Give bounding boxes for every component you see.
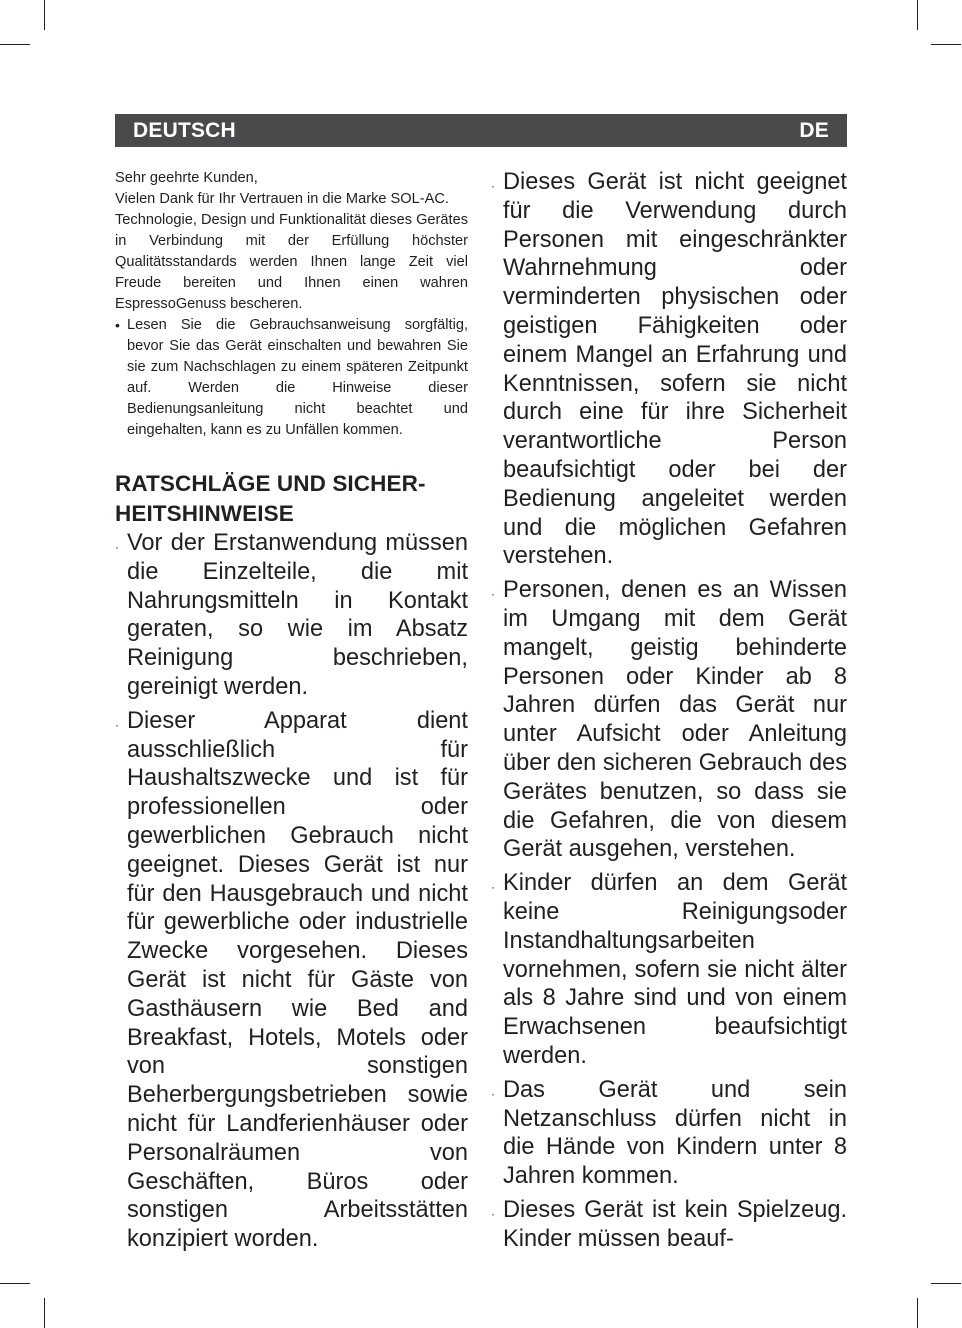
list-item-text: Vor der Erstanwendung müssen die Einzelteile, die mit Nahrungsmitteln in Kontakt geraten, so wie im Absatz Reinigung beschrieben, gereinigt werden. — [127, 530, 468, 700]
list-item — [491, 576, 847, 864]
intro-bullet — [115, 315, 468, 441]
list-item-text: Dieses Gerät ist nicht geeignet für die Verwendung durch Personen mit eingeschränkter Wahrnehmung oder verminderten physischen oder geistigen Fähigkeiten oder einem Mangel an Erfahrung und Kenntnissen, sofern sie nicht durch eine für ihre Sicherheit verantwortliche Person beaufsichtigt oder bei der Bedienung angeleitet werden und die möglichen Gefahren verstehen. — [503, 169, 847, 570]
bullet-icon: · — [115, 540, 119, 554]
crop-mark — [917, 1298, 918, 1328]
language-label: DEUTSCH — [133, 119, 236, 142]
list-item — [115, 529, 468, 702]
section-heading-line1: RATSCHLÄGE UND SICHER- — [115, 471, 426, 496]
greeting: Sehr geehrte Kunden, — [115, 170, 258, 186]
crop-mark — [44, 0, 45, 30]
list-item-text: Personen, denen es an Wissen im Umgang mit dem Gerät mangelt, geistig behinderte Personen oder Kinder ab 8 Jahren dürfen das Gerät nur unter Aufsicht oder Anleitung über den sicheren Gebrauch des Gerätes benutzen, so dass sie die Gefahren, die von diesem Gerät ausgehen, verstehen. — [503, 577, 847, 863]
list-item-text: Das Gerät und sein Netzanschluss dürfen nicht in die Hände von Kindern unter 8 Jahren kommen. — [503, 1076, 847, 1190]
section-heading-line2: HEITSHINWEISE — [115, 501, 294, 526]
intro-paragraph: Technologie, Design und Funktionalität dieses Gerätes in Verbindung mit der Erfüllung höchster Qualitätsstandards werden Ihnen lange Zeit viel Freude bereiten und Ihnen einen wahren EspressoGenuss bescheren. — [115, 212, 468, 312]
list-item — [115, 707, 468, 1254]
bullet-icon: • — [115, 317, 120, 333]
crop-mark — [931, 1283, 961, 1284]
crop-mark — [0, 1283, 30, 1284]
bullet-icon: · — [491, 587, 495, 602]
crop-mark — [0, 44, 30, 45]
list-item-text: Dieses Gerät ist kein Spielzeug. Kinder müssen beauf- — [503, 1196, 847, 1252]
bullet-icon: · — [491, 1086, 495, 1101]
left-column — [115, 168, 468, 1259]
crop-mark — [917, 0, 918, 30]
intro — [115, 168, 468, 441]
list-item — [491, 168, 847, 571]
bullet-icon: · — [491, 880, 495, 895]
intro-bullet-text: Lesen Sie die Gebrauchsanweisung sorgfältig, bevor Sie das Gerät einschalten und bewahren Sie sie zum Nachschlagen zu einem späteren Zeitpunkt auf. Werden die Hinweise dieser Bedienungsanleitung nicht beachtet und eingehalten, kann es zu Unfällen kommen. — [127, 317, 468, 438]
bullet-icon: · — [491, 179, 495, 193]
section-heading — [115, 469, 468, 529]
list-item-text: Dieser Apparat dient ausschließlich für Haushaltszwecke und ist für professionellen oder gewerblichen Gebrauch nicht geeignet. Dieses Gerät ist nur für den Hausgebrauch und nicht für gewerbliche oder industrielle Zwecke vorgesehen. Dieses Gerät ist nicht für Gäste von Gasthäusern wie Bed and Breakfast, Hotels, Motels oder von sonstigen Beherbergungsbetrieben sowie nicht für Landferienhäuser oder Personalräumen von Geschäften, Büros oder sonstigen Arbeitsstätten konzipiert worden. — [127, 707, 468, 1253]
language-code: DE — [799, 119, 829, 142]
list-item — [491, 1196, 847, 1254]
list-item — [491, 869, 847, 1071]
list-item — [491, 1076, 847, 1191]
safety-list-right — [491, 168, 847, 1253]
crop-mark — [931, 44, 961, 45]
language-header — [115, 114, 847, 147]
safety-list-left — [115, 529, 468, 1254]
thanks-text: Vielen Dank für Ihr Vertrauen in die Marke SOL-AC. — [115, 191, 449, 207]
bullet-icon: · — [491, 1206, 495, 1221]
crop-mark — [44, 1298, 45, 1328]
right-column — [491, 168, 847, 1258]
bullet-icon: · — [115, 717, 119, 732]
list-item-text: Kinder dürfen an dem Gerät keine Reinigungsoder Instandhaltungsarbeiten vornehmen, sofern sie nicht älter als 8 Jahre sind und von einem Erwachsenen beaufsichtigt werden. — [503, 870, 847, 1069]
